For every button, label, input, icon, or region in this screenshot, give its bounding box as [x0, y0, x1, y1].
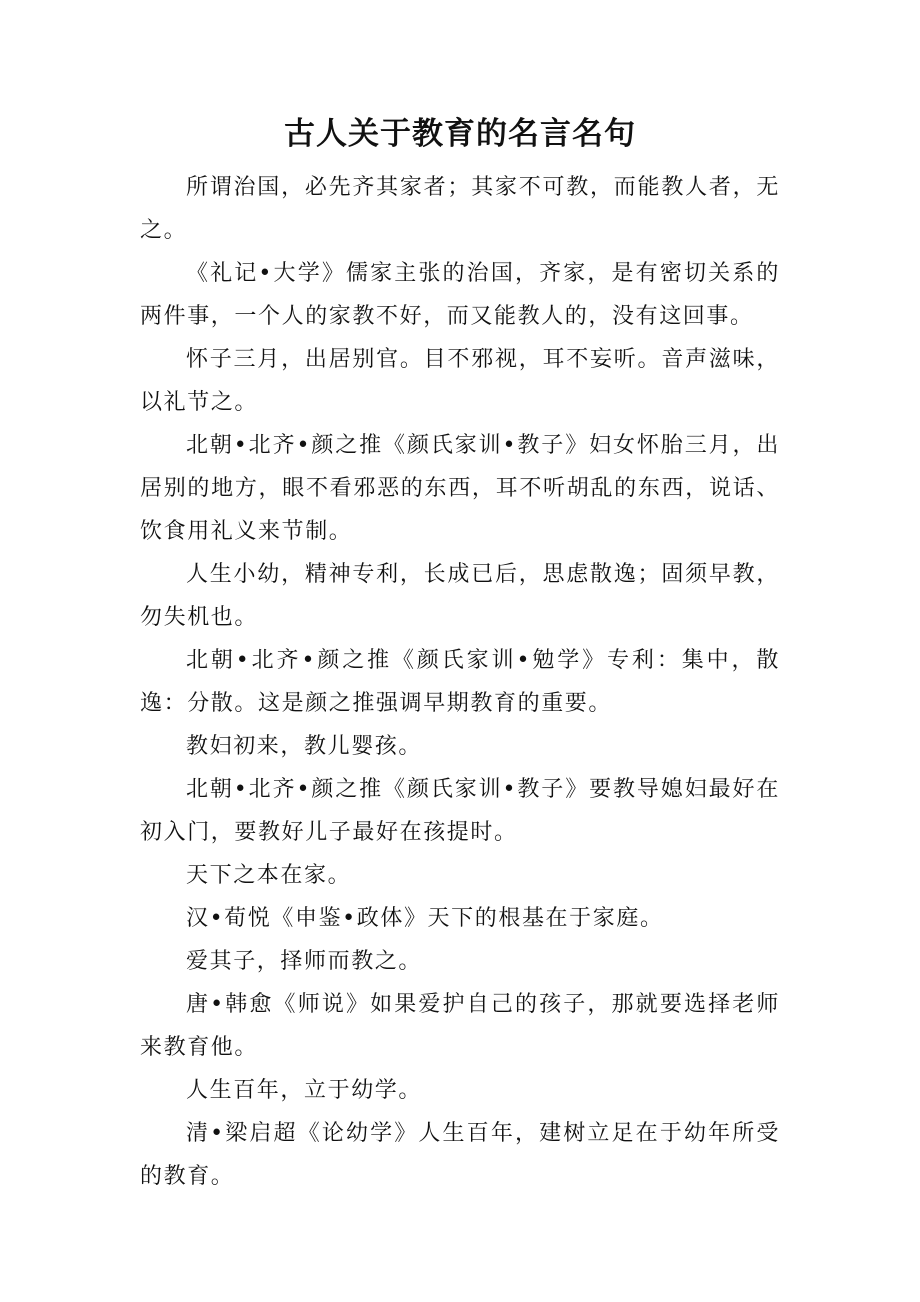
paragraph-quote-5: 天下之本在家。: [186, 863, 352, 888]
document-title: 古人关于教育的名言名句: [284, 116, 636, 152]
paragraph-explanation-2: 北朝•北齐•颜之推《颜氏家训•教子》妇女怀胎三月，出居别的地方，眼不看邪恶的东西，耳不听胡乱的东西，说话、饮食用礼义来节制。: [140, 433, 780, 544]
paragraph-explanation-3: 北朝•北齐•颜之推《颜氏家训•勉学》专利：集中，散逸：分散。这是颜之推强调早期教育的重要。: [140, 648, 780, 716]
paragraph-explanation-1: 《礼记•大学》儒家主张的治国，齐家，是有密切关系的两件事，一个人的家教不好，而又能教人的，没有这回事。: [140, 261, 780, 329]
paragraph-quote-3: 人生小幼，精神专利，长成已后，思虑散逸；固须早教，勿失机也。: [140, 562, 780, 630]
paragraph-quote-7: 人生百年，立于幼学。: [186, 1078, 423, 1103]
paragraph-quote-6: 爱其子，择师而教之。: [186, 949, 423, 974]
paragraph-quote-4: 教妇初来，教儿婴孩。: [186, 734, 423, 759]
paragraph-explanation-6: 唐•韩愈《师说》如果爱护自己的孩子，那就要选择老师来教育他。: [140, 992, 780, 1060]
paragraph-explanation-7: 清•梁启超《论幼学》人生百年，建树立足在于幼年所受的教育。: [140, 1121, 780, 1189]
paragraph-quote-2: 怀子三月，出居别官。目不邪视，耳不妄听。音声滋味，以礼节之。: [140, 347, 780, 415]
paragraph-explanation-4: 北朝•北齐•颜之推《颜氏家训•教子》要教导媳妇最好在初入门，要教好儿子最好在孩提时。: [140, 777, 780, 845]
paragraph-explanation-5: 汉•荀悦《申鉴•政体》天下的根基在于家庭。: [186, 906, 664, 931]
document-body: [140, 166, 780, 1198]
paragraph-quote-1: 所谓治国，必先齐其家者；其家不可教，而能教人者，无之。: [140, 175, 780, 243]
